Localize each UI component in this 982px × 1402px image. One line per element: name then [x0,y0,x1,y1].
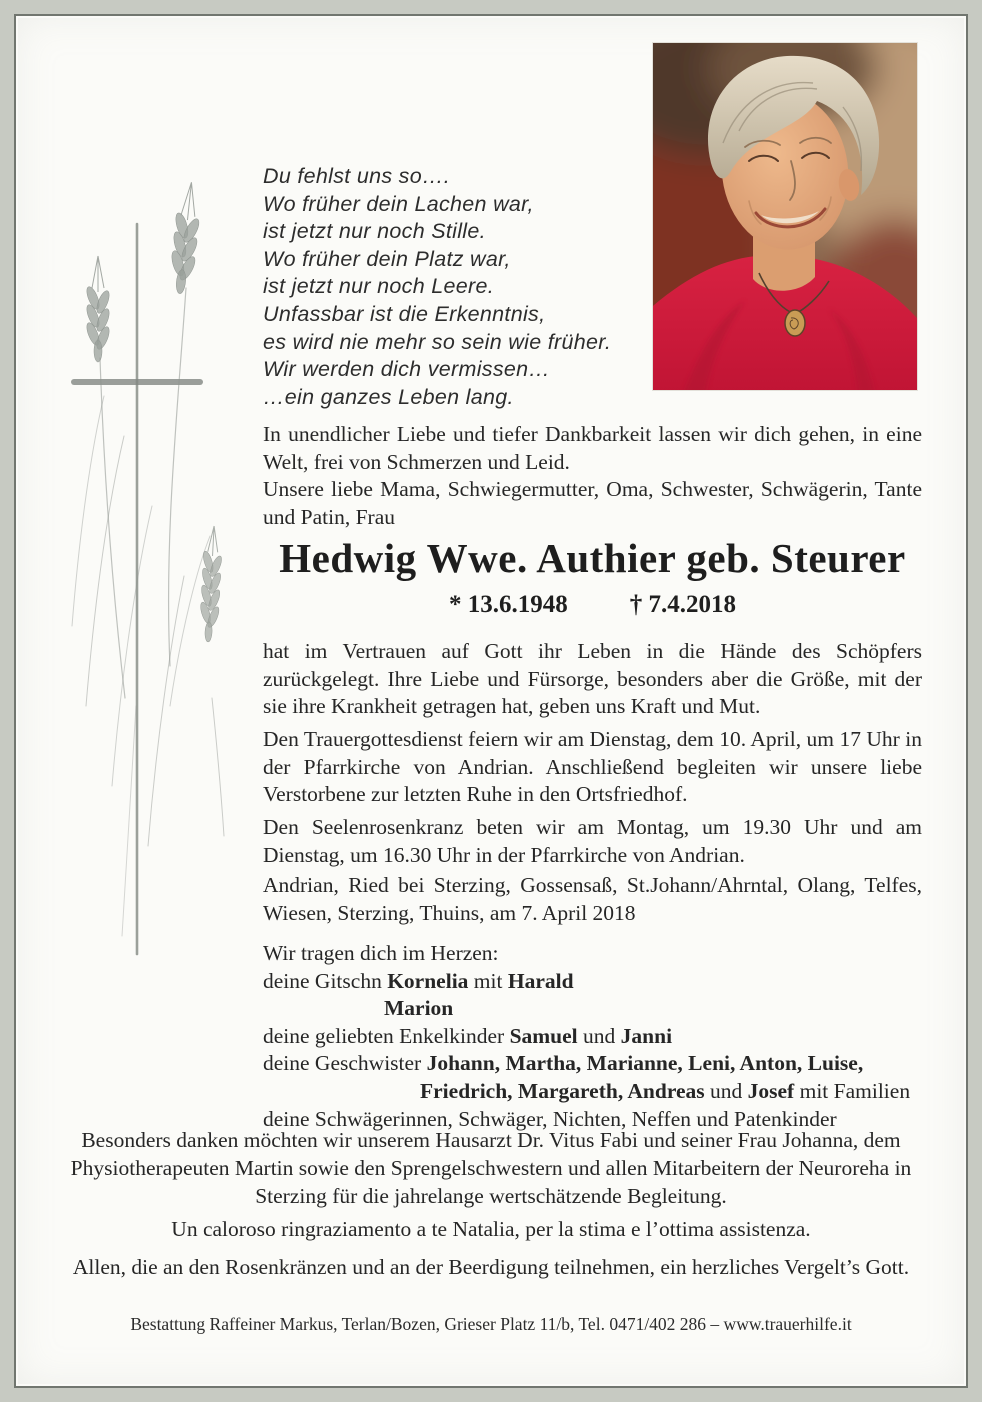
poem-line: es wird nie mehr so sein wie früher. [263,329,612,354]
cross-and-wheat-icon [52,146,242,976]
poem-line: Wir werden dich vermissen… [263,357,551,382]
thanks-paragraph: Besonders danken möchten wir unserem Hausarzt Dr. Vitus Fabi und seiner Frau Johanna, dem Physiotherapeuten Martin sowie den Sprengelschwestern und allen Mitarbeitern der Neuroreha in Sterzing für die jahrelange wertschätzende Begleitung. [70,1128,912,1208]
paragraph-places-date: Andrian, Ried bei Sterzing, Gossensaß, St.Johann/Ahrntal, Olang, Telfes, Wiesen, Sterzing, Thuins, am 7. April 2018 [263,873,922,925]
poem-line: Wo früher dein Lachen war, [263,191,534,216]
paragraph-rosary: Den Seelenrosenkranz beten wir am Montag, um 19.30 Uhr und am Dienstag, um 16.30 Uhr in der Pfarrkirche von Andrian. [263,815,922,867]
portrait-photo [653,43,917,390]
poem-line: Wo früher dein Platz war, [263,246,511,271]
poem-line: Unfassbar ist die Erkenntnis, [263,301,546,326]
intro-text [263,421,922,531]
paragraph-funeral-service: Den Trauergottesdienst feiern wir am Dienstag, dem 10. April, um 17 Uhr in der Pfarrkirche von Andrian. Anschließend begleiten wir unsere liebe Verstorbene zur letzten Ruhe in den Ortsfriedhof. [263,727,922,807]
italian-thanks-line: Un caloroso ringraziamento a te Natalia, per la stima e l’ottima assistenza. [171,1217,811,1241]
poem-line: …ein ganzes Leben lang. [263,384,514,409]
mourners-line: Marion [384,996,454,1021]
intro-line: Unsere liebe Mama, Schwiegermutter, Oma, Schwester, Schwägerin, Tante und Patin, Frau [263,477,922,529]
mourners-line: deine Geschwister Johann, Martha, Marianne, Leni, Anton, Luise, [263,1051,864,1076]
deceased-header [263,534,922,619]
poem-line: Du fehlst uns so…. [263,164,451,188]
memorial-poem [263,163,683,411]
closing-line: Allen, die an den Rosenkränzen und an der Beerdigung teilnehmen, ein herzliches Vergelt’s Gott. [72,1255,910,1279]
death-date: † 7.4.2018 [629,591,736,618]
mourners-line: deine Gitschn Kornelia mit Harald [263,968,574,993]
poem-line: ist jetzt nur noch Stille. [263,219,486,244]
mourners-list [263,940,922,1133]
mourners-line: deine geliebten Enkelkinder Samuel und Janni [263,1023,673,1048]
paragraph-trust: hat im Vertrauen auf Gott ihr Leben in die Hände des Schöpfers zurückgelegt. Ihre Liebe und Fürsorge, besonders aber die Größe, mit der sie ihre Krankheit getragen hat, geben uns Kraft und Mut. [263,639,922,719]
life-dates [263,591,922,619]
deceased-name: Hedwig Wwe. Authier geb. Steurer [279,535,906,581]
mourners-line: deine Schwägerinnen, Schwäger, Nichten, Neffen und Patenkinder [263,1106,837,1131]
mourners-heading: Wir tragen dich im Herzen: [263,941,499,965]
poem-line: ist jetzt nur noch Leere. [263,274,494,299]
funeral-home-footer: Bestattung Raffeiner Markus, Terlan/Bozen, Grieser Platz 11/b, Tel. 0471/402 286 – www.trauerhilfe.it [130,1314,852,1334]
birth-date: * 13.6.1948 [449,591,568,618]
intro-line: In unendlicher Liebe und tiefer Dankbarkeit lassen wir dich gehen, in eine Welt, frei von Schmerzen und Leid. [263,422,922,474]
mourners-line: Friedrich, Margareth, Andreas und Josef mit Familien [420,1078,911,1103]
